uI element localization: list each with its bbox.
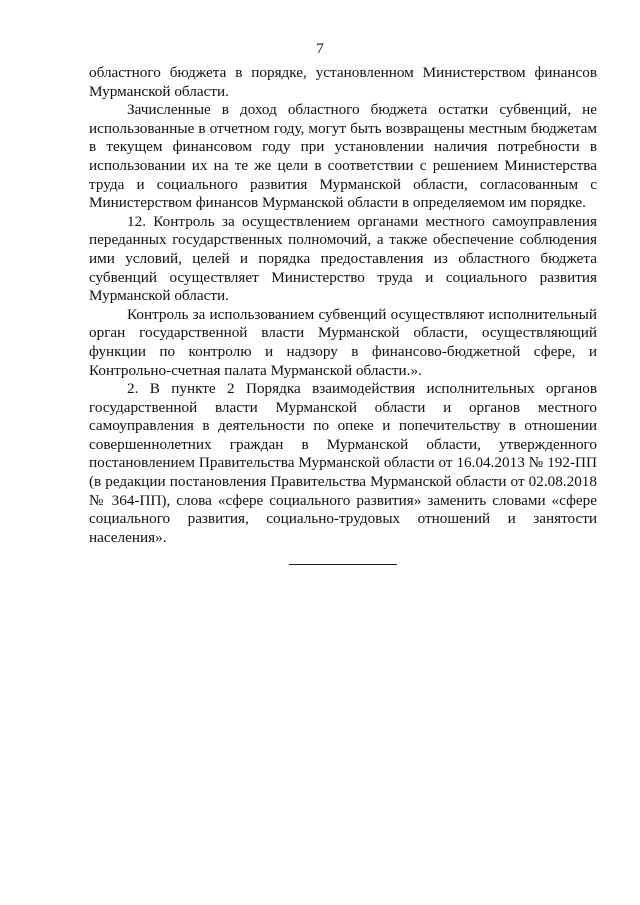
paragraph-item-2: 2. В пункте 2 Порядка взаимодействия исполнительных органов государственной власти Мурманской области и органов местного самоуправления в деятельности по опеке и попечительству в отношении совершеннолетних граждан в Мурманской области, утвержденного постановлением Правительства Мурманской области от 16.04.2013 № 192-ПП (в редакции постановления Правительства Мурманской области от 02.08.2018 № 364-ПП), слова «сфере социального развития» заменить словами «сфере социального развития, социально-трудовых отношений и занятости населения». — [89, 380, 597, 546]
paragraph-item-12: 12. Контроль за осуществлением органами местного самоуправления переданных государственных полномочий, а также обеспечение соблюдения ими условий, целей и порядка предоставления из областного бюджета субвенций осуществляет Министерство труда и социального развития Мурманской области. — [89, 212, 597, 305]
paragraph-unspent-subventions: Зачисленные в доход областного бюджета остатки субвенций, не использованные в отчетном году, могут быть возвращены местным бюджетам в текущем финансовом году при установлении наличия потребности в использовании их на те же цели в соответствии с решением Министерства труда и социального развития Мурманской области, согласованным с Министерством финансов Мурманской области в определяемом им порядке. — [89, 101, 597, 212]
document-body — [89, 64, 597, 547]
paragraph-continuation: областного бюджета в порядке, установленном Министерством финансов Мурманской области. — [89, 64, 597, 100]
paragraph-control: Контроль за использованием субвенций осуществляют исполнительный орган государственной власти Мурманской области, осуществляющий функции по контролю и надзору в финансово-бюджетной сфере, и Контрольно-счетная палата Мурманской области.». — [89, 305, 597, 379]
end-divider — [289, 564, 397, 565]
page-number: 7 — [316, 41, 324, 57]
